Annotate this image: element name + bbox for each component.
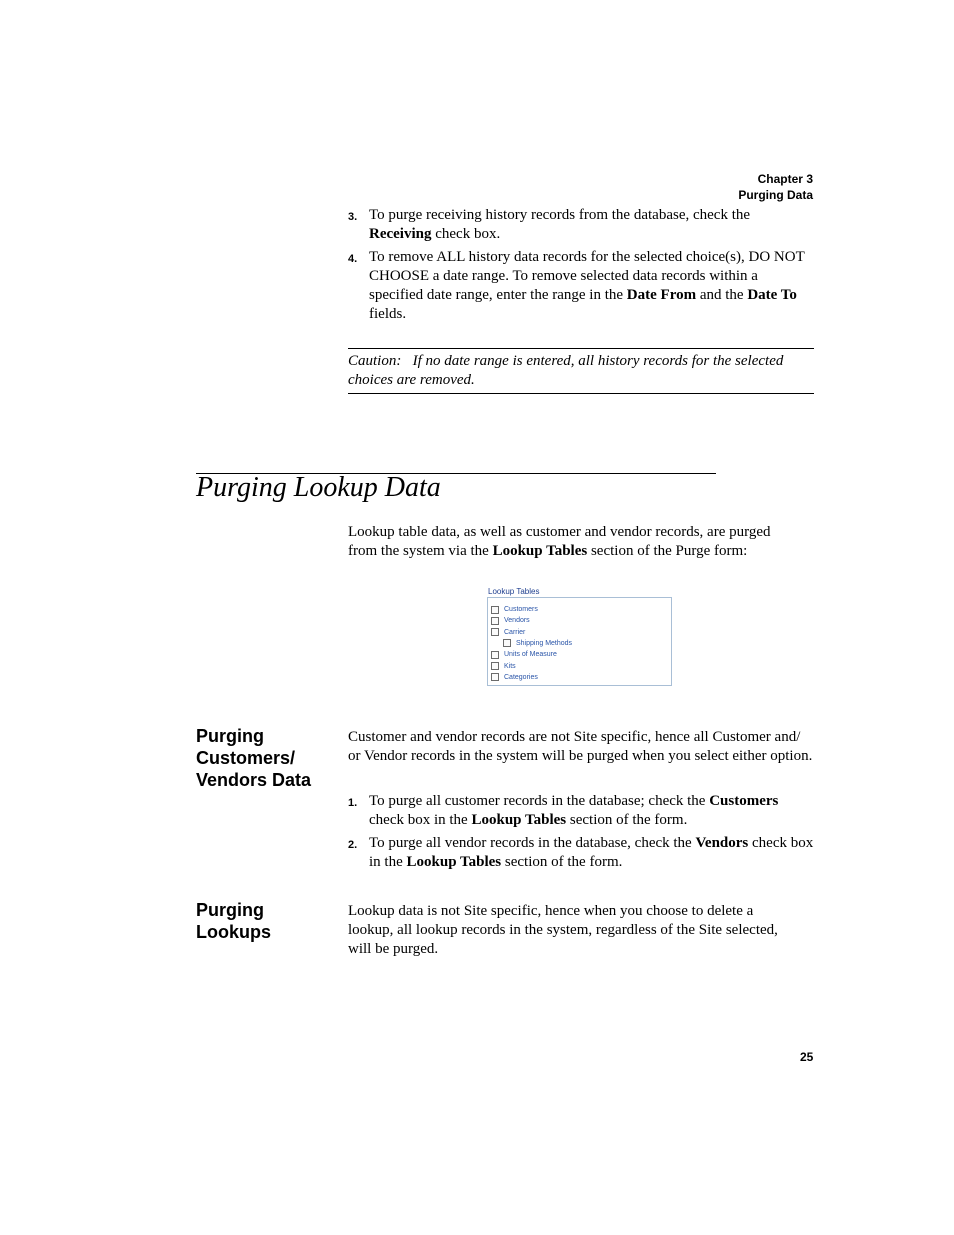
- bold-term: Lookup Tables: [406, 854, 502, 870]
- heading-line: Customers/: [196, 748, 296, 768]
- caution-label: Caution:: [348, 353, 402, 369]
- bold-term: Vendors: [695, 835, 749, 851]
- step-number: 3.: [348, 211, 358, 223]
- step-4: [348, 248, 814, 324]
- text-run: section of the Purge form:: [587, 543, 748, 559]
- checkbox[interactable]: [491, 617, 499, 625]
- text-run: check box in the: [369, 835, 814, 870]
- checkbox[interactable]: [491, 651, 499, 659]
- intro-paragraph: [348, 523, 798, 561]
- lookup-item-customers[interactable]: [491, 605, 538, 614]
- step-text: [369, 792, 814, 830]
- section-label: Purging Data: [738, 188, 813, 202]
- step-text: [369, 834, 814, 872]
- section-title: Purging Lookup Data: [196, 472, 441, 503]
- heading-line: Lookups: [196, 922, 271, 942]
- step-number: 2.: [348, 839, 358, 851]
- lookup-item-categories[interactable]: [491, 673, 538, 682]
- step-3: [348, 206, 814, 244]
- checkbox[interactable]: [491, 673, 499, 681]
- customers-vendors-heading: [196, 725, 346, 791]
- lookup-item-label: Carrier: [504, 628, 526, 636]
- bold-term: Customers: [709, 793, 779, 809]
- checkbox[interactable]: [503, 639, 511, 647]
- step-1: [348, 792, 814, 830]
- lookup-tables-panel: [487, 597, 672, 686]
- bold-term: Date To: [747, 287, 797, 303]
- checkbox[interactable]: [491, 606, 499, 614]
- lookups-heading: [196, 899, 346, 943]
- lookup-item-label: Customers: [504, 606, 538, 613]
- lookup-item-kits[interactable]: [491, 662, 516, 671]
- text-run: To remove ALL history data records for the selected choice(s), DO NOT CHOOSE a date range. To remove selected data records within a specified date range, enter the range in the: [369, 249, 805, 303]
- lookup-item-label: Shipping Methods: [516, 639, 573, 647]
- lookups-paragraph: Lookup data is not Site specific, hence when you choose to delete a lookup, all lookup records in the system, regardless of the Site selected, will be purged.: [348, 903, 778, 957]
- caution-bottom-rule: [348, 393, 814, 394]
- lookup-item-label: Kits: [504, 662, 516, 670]
- lookup-item-label: Vendors: [504, 617, 530, 625]
- caution-text: If no date range is entered, all history records for the selected choices are removed.: [348, 353, 784, 388]
- step-number: 4.: [348, 253, 358, 265]
- lookup-item-vendors[interactable]: [491, 616, 530, 625]
- text-run: and the: [696, 287, 748, 303]
- bold-term: Receiving: [369, 226, 432, 242]
- bold-term: Lookup Tables: [492, 543, 588, 559]
- lookup-tables-title: Lookup Tables: [488, 587, 540, 596]
- bold-term: Date From: [626, 287, 697, 303]
- heading-line: Purging: [196, 726, 264, 746]
- heading-line: Purging: [196, 900, 264, 920]
- checkbox[interactable]: [491, 628, 499, 636]
- step-text: [369, 206, 814, 244]
- text-run: check box.: [431, 226, 501, 242]
- page-number: 25: [800, 1050, 814, 1064]
- caution-note: [348, 352, 814, 390]
- lookup-item-label: Units of Measure: [504, 651, 557, 659]
- text-run: fields.: [369, 306, 407, 322]
- bold-term: Lookup Tables: [471, 812, 567, 828]
- text-run: check box in the: [369, 812, 472, 828]
- text-run: To purge all customer records in the database; check the: [369, 793, 710, 809]
- customers-vendors-paragraph: Customer and vendor records are not Site specific, hence all Customer and/ or Vendor records in the system will be purged when you select either option.: [348, 729, 813, 764]
- checkbox[interactable]: [491, 662, 499, 670]
- chapter-label: Chapter 3: [757, 172, 813, 186]
- lookup-item-carrier[interactable]: [491, 628, 525, 637]
- text-run: section of the form.: [501, 854, 623, 870]
- text-run: Lookup table data, as well as customer and vendor records, are purged from the system via the: [348, 524, 771, 559]
- heading-line: Vendors Data: [196, 770, 312, 790]
- text-run: To purge all vendor records in the database, check the: [369, 835, 696, 851]
- lookup-item-shipping-methods[interactable]: [503, 639, 572, 648]
- text-run: section of the form.: [566, 812, 688, 828]
- step-text: [369, 248, 814, 324]
- step-number: 1.: [348, 797, 358, 809]
- text-run: To purge receiving history records from the database, check the: [369, 207, 751, 223]
- step-2: [348, 834, 814, 872]
- lookup-item-label: Categories: [504, 673, 538, 681]
- lookup-item-units-of-measure[interactable]: [491, 650, 557, 659]
- caution-top-rule: [348, 348, 814, 349]
